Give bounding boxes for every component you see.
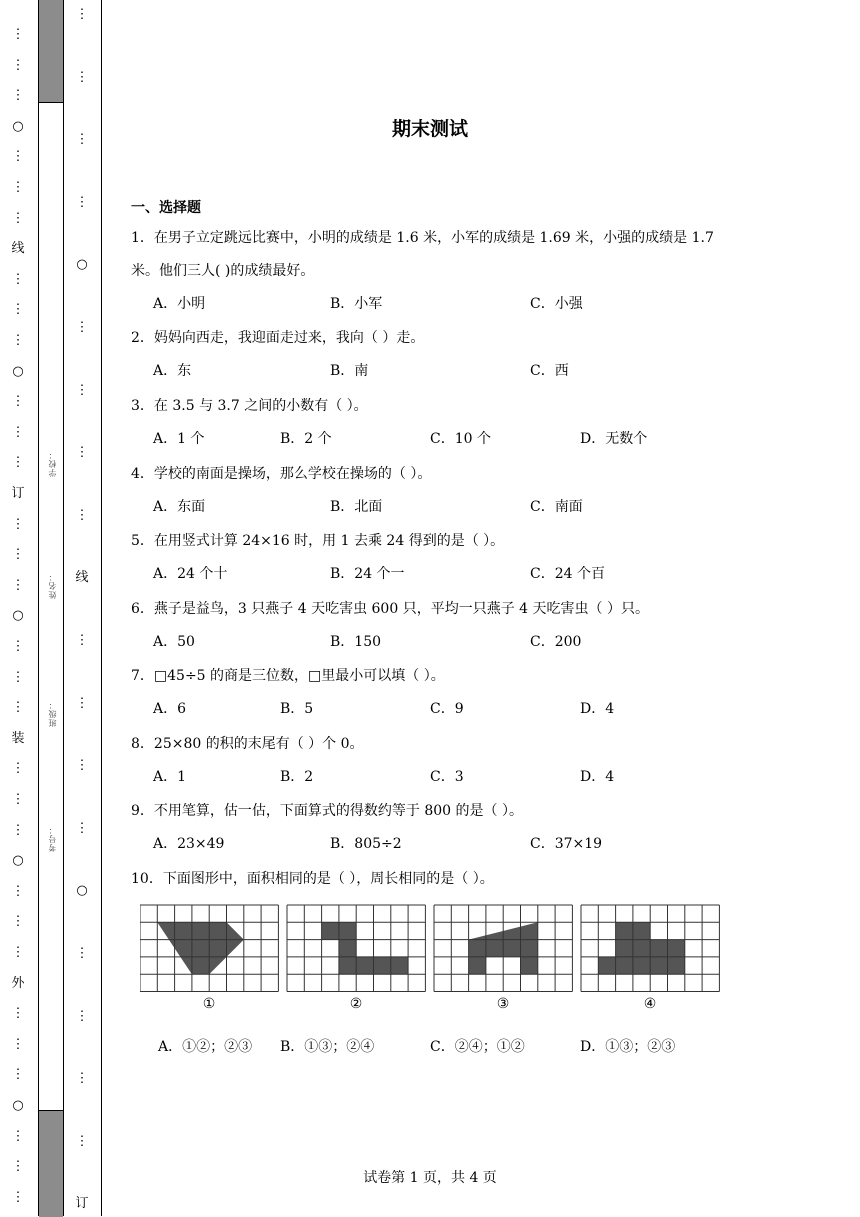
question-3-option-c[interactable]: C．10 个 xyxy=(430,431,491,447)
margin-dots-icon: ⋮ xyxy=(11,547,25,563)
margin-dots-icon: ⋮ xyxy=(11,210,25,226)
question-10-text: 10．下面图形中，面积相同的是（ ），周长相同的是（ ）。 xyxy=(131,871,494,887)
margin-dots-icon: ⋮ xyxy=(11,761,25,777)
margin-circle-icon: ○ xyxy=(12,853,24,869)
margin-dots-icon: ⋮ xyxy=(11,88,25,104)
margin-char: 订 xyxy=(11,486,25,501)
margin-char: 装 xyxy=(11,730,25,746)
figure-label-1: ① xyxy=(202,996,216,1012)
margin-dots-icon: ⋮ xyxy=(11,1067,25,1083)
margin-dots-icon: ⋮ xyxy=(75,7,89,22)
margin-dots-icon: ⋮ xyxy=(11,27,25,42)
margin-gray-block-bottom xyxy=(39,1110,63,1217)
margin-circle-icon: ○ xyxy=(12,118,24,134)
margin-circle-icon: ○ xyxy=(12,363,24,379)
question-9-option-c[interactable]: C．37×19 xyxy=(530,836,603,852)
margin-dots-icon: ⋮ xyxy=(11,822,25,838)
question-3-option-d[interactable]: D．无数个 xyxy=(580,431,648,447)
question-2-option-b[interactable]: B．南 xyxy=(330,363,369,379)
figure-1-shape xyxy=(157,922,244,974)
question-8-text: 8．25×80 的积的末尾有（ ）个 0。 xyxy=(131,736,364,752)
question-4-option-c[interactable]: C．南面 xyxy=(530,499,583,515)
margin-dots-icon: ⋮ xyxy=(75,1008,89,1024)
margin-dots-icon: ⋮ xyxy=(75,695,89,711)
margin-circle-icon: ○ xyxy=(12,1098,24,1113)
margin-dots-icon: ⋮ xyxy=(11,1006,25,1022)
question-10-option-a[interactable]: A．①②；②③ xyxy=(158,1039,253,1055)
margin-dots-icon: ⋮ xyxy=(75,1071,89,1087)
margin-dots-icon: ⋮ xyxy=(11,945,25,960)
question-1-option-b[interactable]: B．小军 xyxy=(330,296,383,312)
margin-dots-icon: ⋮ xyxy=(75,132,89,148)
margin-dots-icon: ⋮ xyxy=(75,946,89,961)
question-9-option-a[interactable]: A．23×49 xyxy=(153,836,225,852)
question-3-text: 3．在 3.5 与 3.7 之间的小数有（ ）。 xyxy=(131,398,368,414)
margin-char: 线 xyxy=(75,570,89,586)
margin-dots-icon: ⋮ xyxy=(75,758,89,774)
question-10-option-d[interactable]: D．①③；②③ xyxy=(580,1039,676,1055)
margin-char: 线 xyxy=(11,241,25,257)
margin-dots-icon: ⋮ xyxy=(11,516,25,532)
margin-dots-icon: ⋮ xyxy=(11,424,25,440)
question-1-option-c[interactable]: C．小强 xyxy=(530,296,583,312)
question-8-option-b[interactable]: B．2 xyxy=(280,769,314,785)
margin-dots-icon: ⋮ xyxy=(11,394,25,410)
margin-label-name: 姓名： xyxy=(48,572,57,599)
margin-dots-icon: ⋮ xyxy=(75,633,89,648)
question-7-option-b[interactable]: B．5 xyxy=(280,701,314,717)
margin-dots-icon: ⋮ xyxy=(11,302,25,318)
question-7-option-a[interactable]: A．6 xyxy=(153,701,187,717)
margin-dots-icon: ⋮ xyxy=(11,914,25,930)
binding-margin-inner xyxy=(63,0,102,1216)
question-1-text: 1．在男子立定跳远比赛中，小明的成绩是 1.6 米，小军的成绩是 1.69 米，小强的成绩是 1.7 xyxy=(131,230,714,246)
question-10-option-b[interactable]: B．①③；②④ xyxy=(280,1039,375,1055)
margin-dots-icon: ⋮ xyxy=(11,180,25,195)
question-9-option-b[interactable]: B．805÷2 xyxy=(330,836,402,852)
margin-dots-icon: ⋮ xyxy=(75,69,89,85)
margin-char: 订 xyxy=(75,1196,89,1212)
figure-label-4: ④ xyxy=(643,996,657,1012)
margin-dots-icon: ⋮ xyxy=(75,194,89,210)
figure-2-shape xyxy=(322,922,409,974)
margin-dots-icon: ⋮ xyxy=(11,639,25,654)
margin-dots-icon: ⋮ xyxy=(75,445,89,461)
margin-dots-icon: ⋮ xyxy=(11,333,25,348)
margin-dots-icon: ⋮ xyxy=(11,577,25,593)
margin-label-id: 考号： xyxy=(48,825,57,852)
margin-dots-icon: ⋮ xyxy=(11,1036,25,1052)
question-10-figures xyxy=(140,904,720,996)
margin-dots-icon: ⋮ xyxy=(11,669,25,685)
page-footer: 试卷第 1 页，共 4 页 xyxy=(363,1170,497,1186)
question-3-option-b[interactable]: B．2 个 xyxy=(280,431,332,447)
margin-circle-icon: ○ xyxy=(76,883,88,899)
question-7-option-d[interactable]: D．4 xyxy=(580,701,615,717)
question-4-option-a[interactable]: A．东面 xyxy=(153,499,206,515)
question-3-option-a[interactable]: A．1 个 xyxy=(153,431,205,447)
question-9-text: 9．不用笔算，估一估，下面算式的得数约等于 800 的是（ ）。 xyxy=(131,803,523,819)
question-6-option-a[interactable]: A．50 xyxy=(153,634,195,650)
question-8-option-a[interactable]: A．1 xyxy=(153,769,187,785)
question-1-option-a[interactable]: A．小明 xyxy=(153,296,206,312)
question-5-option-c[interactable]: C．24 个百 xyxy=(530,566,605,582)
figure-label-2: ② xyxy=(349,996,363,1012)
margin-dots-icon: ⋮ xyxy=(11,271,25,287)
margin-dots-icon: ⋮ xyxy=(11,883,25,899)
margin-dots-icon: ⋮ xyxy=(11,1128,25,1144)
question-1-text: 米。他们三人( )的成绩最好。 xyxy=(131,263,315,279)
question-7-option-c[interactable]: C．9 xyxy=(430,701,464,717)
question-7-text: 7．□45÷5 的商是三位数，□里最小可以填（ ）。 xyxy=(131,668,445,684)
question-2-option-a[interactable]: A．东 xyxy=(153,363,192,379)
margin-dots-icon: ⋮ xyxy=(75,820,89,836)
margin-dots-icon: ⋮ xyxy=(11,1159,25,1175)
margin-circle-icon: ○ xyxy=(12,608,24,624)
question-5-option-a[interactable]: A．24 个十 xyxy=(153,566,228,582)
binding-margin-outer xyxy=(0,0,38,1216)
question-5-option-b[interactable]: B．24 个一 xyxy=(330,566,405,582)
question-8-option-c[interactable]: C．3 xyxy=(430,769,464,785)
figure-label-3: ③ xyxy=(496,996,510,1012)
question-8-option-d[interactable]: D．4 xyxy=(580,769,615,785)
margin-dots-icon: ⋮ xyxy=(11,455,25,471)
margin-circle-icon: ○ xyxy=(76,257,88,273)
margin-label-school: 学校： xyxy=(48,450,57,477)
margin-gray-block-top xyxy=(39,0,63,103)
question-10-option-c[interactable]: C．②④；①② xyxy=(430,1039,525,1055)
margin-dots-icon: ⋮ xyxy=(11,149,25,165)
question-5-text: 5．在用竖式计算 24×16 时，用 1 去乘 24 得到的是（ ）。 xyxy=(131,533,505,549)
margin-dots-icon: ⋮ xyxy=(11,1189,25,1205)
margin-dots-icon: ⋮ xyxy=(75,1133,89,1149)
question-6-option-c[interactable]: C．200 xyxy=(530,634,582,650)
margin-label-class: 班级： xyxy=(48,700,57,727)
binding-margin-strip xyxy=(38,0,64,1216)
section-heading: 一、选择题 xyxy=(131,200,201,216)
question-2-option-c[interactable]: C．西 xyxy=(530,363,569,379)
margin-char: 外 xyxy=(11,975,25,991)
figure-4-shape xyxy=(598,922,685,974)
question-6-option-b[interactable]: B．150 xyxy=(330,634,382,650)
question-4-text: 4．学校的南面是操场，那么学校在操场的（ ）。 xyxy=(131,466,432,482)
margin-dots-icon: ⋮ xyxy=(11,57,25,73)
margin-dots-icon: ⋮ xyxy=(11,792,25,807)
margin-dots-icon: ⋮ xyxy=(75,320,89,335)
margin-dots-icon: ⋮ xyxy=(75,382,89,398)
margin-dots-icon: ⋮ xyxy=(75,507,89,523)
question-4-option-b[interactable]: B．北面 xyxy=(330,499,383,515)
question-6-text: 6．燕子是益鸟，3 只燕子 4 天吃害虫 600 只，平均一只燕子 4 天吃害虫（ ）只。 xyxy=(131,601,649,617)
margin-dots-icon: ⋮ xyxy=(11,700,25,716)
page-title: 期末测试 xyxy=(391,118,468,140)
question-2-text: 2．妈妈向西走，我迎面走过来，我向（ ）走。 xyxy=(131,330,425,346)
